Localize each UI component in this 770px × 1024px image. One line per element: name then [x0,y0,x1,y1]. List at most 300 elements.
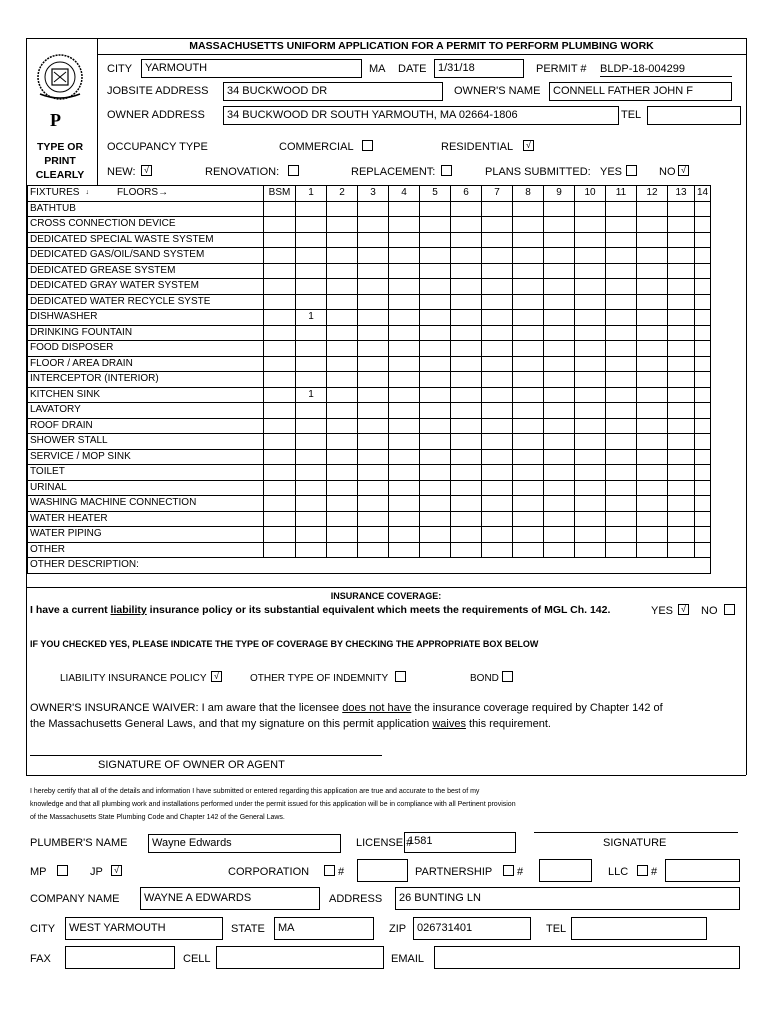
fixture-count-cell[interactable] [389,372,420,388]
fixture-count-cell[interactable] [637,496,668,512]
fixture-count-cell[interactable] [264,542,296,558]
fixture-count-cell[interactable] [358,310,389,326]
fixture-count-cell[interactable]: 1 [296,387,327,403]
fixture-count-cell[interactable] [544,542,575,558]
fixture-count-cell[interactable] [637,310,668,326]
fixture-count-cell[interactable] [637,217,668,233]
fixture-count-cell[interactable] [358,527,389,543]
fixture-count-cell[interactable] [668,480,695,496]
fixture-count-cell[interactable] [513,465,544,481]
fixture-count-cell[interactable] [264,465,296,481]
company-zip-field[interactable]: 026731401 [413,917,531,940]
fixture-count-cell[interactable] [544,527,575,543]
fixture-count-cell[interactable] [389,542,420,558]
fixture-count-cell[interactable] [606,511,637,527]
fixture-count-cell[interactable] [389,279,420,295]
fixture-count-cell[interactable] [451,542,482,558]
fixture-count-cell[interactable] [606,434,637,450]
fixture-count-cell[interactable] [389,310,420,326]
fixture-count-cell[interactable] [358,294,389,310]
fixture-count-cell[interactable] [668,310,695,326]
fixture-count-cell[interactable] [327,372,358,388]
fixture-count-cell[interactable] [451,480,482,496]
fixture-count-cell[interactable] [575,403,606,419]
fixture-count-cell[interactable] [389,527,420,543]
fixture-count-cell[interactable] [637,418,668,434]
fixture-count-cell[interactable] [420,449,451,465]
fixture-count-cell[interactable] [420,232,451,248]
plans-no-checkbox[interactable]: √ [678,165,689,176]
plans-yes-checkbox[interactable] [626,165,637,176]
fixture-count-cell[interactable] [544,263,575,279]
fixture-count-cell[interactable] [296,434,327,450]
fixture-count-cell[interactable] [451,310,482,326]
fixture-count-cell[interactable] [358,434,389,450]
fixture-count-cell[interactable] [420,527,451,543]
fixture-count-cell[interactable] [264,387,296,403]
fixture-count-cell[interactable] [695,325,711,341]
owner-signature-line[interactable] [30,755,382,756]
fixture-count-cell[interactable] [296,527,327,543]
fixture-count-cell[interactable] [358,418,389,434]
fixture-count-cell[interactable] [575,418,606,434]
fixture-count-cell[interactable] [296,356,327,372]
fixture-count-cell[interactable] [544,403,575,419]
fixture-count-cell[interactable] [606,403,637,419]
fixture-count-cell[interactable] [575,480,606,496]
fixture-count-cell[interactable] [668,387,695,403]
fixture-count-cell[interactable] [513,403,544,419]
fixture-count-cell[interactable] [420,279,451,295]
fixture-count-cell[interactable] [420,310,451,326]
fixture-count-cell[interactable] [544,511,575,527]
fixture-count-cell[interactable] [513,542,544,558]
fixture-count-cell[interactable] [358,511,389,527]
fixture-count-cell[interactable] [482,496,513,512]
fixture-count-cell[interactable] [420,217,451,233]
fixture-count-cell[interactable] [544,465,575,481]
fixture-count-cell[interactable] [606,387,637,403]
fixture-count-cell[interactable] [606,279,637,295]
fixture-count-cell[interactable] [264,279,296,295]
fixture-count-cell[interactable] [695,527,711,543]
fixture-count-cell[interactable] [513,310,544,326]
fixture-count-cell[interactable] [296,511,327,527]
fixture-count-cell[interactable] [296,279,327,295]
fixture-count-cell[interactable]: 1 [296,310,327,326]
fixture-count-cell[interactable] [695,201,711,217]
fixture-count-cell[interactable] [606,263,637,279]
fixture-count-cell[interactable] [327,527,358,543]
fixture-count-cell[interactable] [420,341,451,357]
fixture-count-cell[interactable] [296,449,327,465]
fixture-count-cell[interactable] [513,418,544,434]
fixture-count-cell[interactable] [513,341,544,357]
fixture-count-cell[interactable] [358,496,389,512]
fixture-count-cell[interactable] [482,201,513,217]
fixture-count-cell[interactable] [695,294,711,310]
fixture-count-cell[interactable] [482,310,513,326]
fixture-count-cell[interactable] [482,387,513,403]
replacement-checkbox[interactable] [441,165,452,176]
fixture-count-cell[interactable] [513,263,544,279]
fixture-count-cell[interactable] [575,310,606,326]
fixture-count-cell[interactable] [637,232,668,248]
fixture-count-cell[interactable] [389,201,420,217]
fixture-count-cell[interactable] [575,201,606,217]
fixture-count-cell[interactable] [358,387,389,403]
fixture-count-cell[interactable] [482,418,513,434]
fixture-count-cell[interactable] [513,217,544,233]
fixture-count-cell[interactable] [575,263,606,279]
fixture-count-cell[interactable] [668,465,695,481]
fixture-count-cell[interactable] [264,449,296,465]
fixture-count-cell[interactable] [389,496,420,512]
fixture-count-cell[interactable] [606,217,637,233]
fixture-count-cell[interactable] [575,434,606,450]
fixture-count-cell[interactable] [327,232,358,248]
fixture-count-cell[interactable] [327,387,358,403]
company-city-field[interactable]: WEST YARMOUTH [65,917,223,940]
fixture-count-cell[interactable] [513,496,544,512]
fixture-count-cell[interactable] [637,341,668,357]
fixture-count-cell[interactable] [327,201,358,217]
fixture-count-cell[interactable] [358,263,389,279]
fixture-count-cell[interactable] [264,434,296,450]
fixture-count-cell[interactable] [296,496,327,512]
fixture-count-cell[interactable] [606,356,637,372]
fixture-count-cell[interactable] [264,325,296,341]
city-field[interactable]: YARMOUTH [141,59,362,78]
fixture-count-cell[interactable] [513,279,544,295]
fixture-count-cell[interactable] [451,232,482,248]
fixture-count-cell[interactable] [513,387,544,403]
fixture-count-cell[interactable] [513,527,544,543]
jobsite-field[interactable]: 34 BUCKWOOD DR [223,82,443,101]
fixture-count-cell[interactable] [513,201,544,217]
fixture-count-cell[interactable] [482,511,513,527]
fixture-count-cell[interactable] [358,325,389,341]
fixture-count-cell[interactable] [264,527,296,543]
fixture-count-cell[interactable] [482,325,513,341]
fixture-count-cell[interactable] [606,325,637,341]
fixture-count-cell[interactable] [451,217,482,233]
fixture-count-cell[interactable] [264,403,296,419]
fixture-count-cell[interactable] [482,372,513,388]
fixture-count-cell[interactable] [544,279,575,295]
fixture-count-cell[interactable] [482,403,513,419]
fixture-count-cell[interactable] [451,527,482,543]
fixture-count-cell[interactable] [606,542,637,558]
fixture-count-cell[interactable] [513,232,544,248]
fixture-count-cell[interactable] [482,263,513,279]
fixture-count-cell[interactable] [637,434,668,450]
fixture-count-cell[interactable] [544,248,575,264]
fixture-count-cell[interactable] [264,310,296,326]
fixture-count-cell[interactable] [264,248,296,264]
fixture-count-cell[interactable] [451,294,482,310]
fixture-count-cell[interactable] [668,372,695,388]
fixture-count-cell[interactable] [389,356,420,372]
fixture-count-cell[interactable] [420,496,451,512]
fixture-count-cell[interactable] [637,279,668,295]
fixture-count-cell[interactable] [637,480,668,496]
fixture-count-cell[interactable] [389,465,420,481]
fixture-count-cell[interactable] [544,201,575,217]
fixture-count-cell[interactable] [389,480,420,496]
fixture-count-cell[interactable] [668,449,695,465]
fixture-count-cell[interactable] [575,465,606,481]
fixture-count-cell[interactable] [389,248,420,264]
fixture-count-cell[interactable] [606,418,637,434]
fixture-count-cell[interactable] [606,480,637,496]
fixture-count-cell[interactable] [482,465,513,481]
fixture-count-cell[interactable] [327,217,358,233]
fixture-count-cell[interactable] [389,418,420,434]
fixture-count-cell[interactable] [296,542,327,558]
fixture-count-cell[interactable] [606,294,637,310]
fixture-count-cell[interactable] [668,403,695,419]
fax-field[interactable] [65,946,175,969]
fixture-count-cell[interactable] [451,325,482,341]
fixture-count-cell[interactable] [327,356,358,372]
fixture-count-cell[interactable] [327,465,358,481]
fixture-count-cell[interactable] [575,217,606,233]
fixture-count-cell[interactable] [544,356,575,372]
liability-policy-checkbox[interactable]: √ [211,671,222,682]
fixture-count-cell[interactable] [695,387,711,403]
fixture-count-cell[interactable] [327,511,358,527]
fixture-count-cell[interactable] [296,232,327,248]
fixture-count-cell[interactable] [296,480,327,496]
fixture-count-cell[interactable] [327,480,358,496]
fixture-count-cell[interactable] [389,341,420,357]
fixture-count-cell[interactable] [606,527,637,543]
fixture-count-cell[interactable] [264,263,296,279]
fixture-count-cell[interactable] [575,356,606,372]
fixture-count-cell[interactable] [668,325,695,341]
fixture-count-cell[interactable] [695,449,711,465]
fixture-count-cell[interactable] [575,325,606,341]
email-field[interactable] [434,946,740,969]
fixture-count-cell[interactable] [451,496,482,512]
fixture-count-cell[interactable] [420,403,451,419]
fixture-count-cell[interactable] [358,217,389,233]
fixture-count-cell[interactable] [695,418,711,434]
company-tel-field[interactable] [571,917,707,940]
fixture-count-cell[interactable] [695,465,711,481]
fixture-count-cell[interactable] [482,279,513,295]
fixture-count-cell[interactable] [544,418,575,434]
fixture-count-cell[interactable] [513,480,544,496]
fixture-count-cell[interactable] [327,325,358,341]
fixture-count-cell[interactable] [420,356,451,372]
insurance-yes-checkbox[interactable]: √ [678,604,689,615]
other-indemnity-checkbox[interactable] [395,671,406,682]
fixture-count-cell[interactable] [264,511,296,527]
fixture-count-cell[interactable] [513,248,544,264]
fixture-count-cell[interactable] [389,294,420,310]
fixture-count-cell[interactable] [606,496,637,512]
fixture-count-cell[interactable] [327,294,358,310]
fixture-count-cell[interactable] [482,294,513,310]
plumber-signature-line[interactable] [534,832,738,833]
fixture-count-cell[interactable] [606,465,637,481]
fixture-count-cell[interactable] [451,248,482,264]
fixture-count-cell[interactable] [296,341,327,357]
fixture-count-cell[interactable] [420,248,451,264]
fixture-count-cell[interactable] [637,248,668,264]
fixture-count-cell[interactable] [695,263,711,279]
fixture-count-cell[interactable] [420,418,451,434]
new-checkbox[interactable]: √ [141,165,152,176]
fixture-count-cell[interactable] [327,279,358,295]
owner-tel-field[interactable] [647,106,741,125]
fixture-count-cell[interactable] [451,279,482,295]
fixture-count-cell[interactable] [264,496,296,512]
fixture-count-cell[interactable] [358,403,389,419]
fixture-count-cell[interactable] [695,310,711,326]
fixture-count-cell[interactable] [420,263,451,279]
fixture-count-cell[interactable] [575,372,606,388]
fixture-count-cell[interactable] [544,294,575,310]
fixture-count-cell[interactable] [296,294,327,310]
fixture-count-cell[interactable] [606,372,637,388]
fixture-count-cell[interactable] [575,542,606,558]
fixture-count-cell[interactable] [358,341,389,357]
fixture-count-cell[interactable] [358,279,389,295]
renovation-checkbox[interactable] [288,165,299,176]
fixture-count-cell[interactable] [327,403,358,419]
fixture-count-cell[interactable] [637,356,668,372]
fixture-count-cell[interactable] [358,232,389,248]
fixture-count-cell[interactable] [513,294,544,310]
fixture-count-cell[interactable] [575,294,606,310]
company-address-field[interactable]: 26 BUNTING LN [395,887,740,910]
commercial-checkbox[interactable] [362,140,373,151]
fixture-count-cell[interactable] [296,372,327,388]
fixture-count-cell[interactable] [637,527,668,543]
permit-number[interactable]: BLDP-18-004299 [600,63,732,77]
fixture-count-cell[interactable] [420,294,451,310]
fixture-count-cell[interactable] [420,325,451,341]
fixture-count-cell[interactable] [389,434,420,450]
llc-checkbox[interactable] [637,865,648,876]
fixture-count-cell[interactable] [637,387,668,403]
fixture-count-cell[interactable] [420,542,451,558]
residential-checkbox[interactable]: √ [523,140,534,151]
fixture-count-cell[interactable] [389,403,420,419]
fixture-count-cell[interactable] [544,325,575,341]
fixture-count-cell[interactable] [544,310,575,326]
fixture-count-cell[interactable] [451,201,482,217]
fixture-count-cell[interactable] [327,248,358,264]
fixture-count-cell[interactable] [668,248,695,264]
fixture-count-cell[interactable] [451,341,482,357]
fixture-count-cell[interactable] [482,542,513,558]
fixture-count-cell[interactable] [606,248,637,264]
corporation-number-field[interactable] [357,859,408,882]
fixture-count-cell[interactable] [668,418,695,434]
company-state-field[interactable]: MA [274,917,374,940]
fixture-count-cell[interactable] [606,232,637,248]
fixture-count-cell[interactable] [606,341,637,357]
fixture-count-cell[interactable] [389,232,420,248]
fixture-count-cell[interactable] [420,201,451,217]
fixture-count-cell[interactable] [668,496,695,512]
fixture-count-cell[interactable] [420,465,451,481]
fixture-count-cell[interactable] [695,403,711,419]
fixture-count-cell[interactable] [451,356,482,372]
fixture-count-cell[interactable] [668,527,695,543]
fixture-count-cell[interactable] [451,372,482,388]
fixture-count-cell[interactable] [695,434,711,450]
fixture-count-cell[interactable] [420,387,451,403]
fixture-count-cell[interactable] [451,434,482,450]
fixture-count-cell[interactable] [668,434,695,450]
fixture-count-cell[interactable] [358,542,389,558]
fixture-count-cell[interactable] [420,372,451,388]
fixture-count-cell[interactable] [389,325,420,341]
fixture-count-cell[interactable] [451,511,482,527]
fixture-count-cell[interactable] [637,294,668,310]
fixture-count-cell[interactable] [358,465,389,481]
fixture-count-cell[interactable] [695,496,711,512]
insurance-no-checkbox[interactable] [724,604,735,615]
fixture-count-cell[interactable] [389,449,420,465]
company-name-field[interactable]: WAYNE A EDWARDS [140,887,320,910]
fixture-count-cell[interactable] [544,217,575,233]
fixture-count-cell[interactable] [264,341,296,357]
fixture-count-cell[interactable] [482,217,513,233]
fixture-count-cell[interactable] [296,248,327,264]
fixture-count-cell[interactable] [482,232,513,248]
fixture-count-cell[interactable] [296,465,327,481]
fixture-count-cell[interactable] [513,372,544,388]
fixture-count-cell[interactable] [358,480,389,496]
fixture-count-cell[interactable] [358,201,389,217]
fixture-count-cell[interactable] [606,310,637,326]
jp-checkbox[interactable]: √ [111,865,122,876]
fixture-count-cell[interactable] [420,434,451,450]
fixture-count-cell[interactable] [264,217,296,233]
fixture-count-cell[interactable] [451,418,482,434]
license-field[interactable]: 1581 [404,832,516,853]
fixture-count-cell[interactable] [327,310,358,326]
fixture-count-cell[interactable] [482,480,513,496]
fixture-count-cell[interactable] [327,263,358,279]
fixture-count-cell[interactable] [264,294,296,310]
fixture-count-cell[interactable] [668,217,695,233]
fixture-count-cell[interactable] [575,387,606,403]
fixture-count-cell[interactable] [513,434,544,450]
partnership-number-field[interactable] [539,859,592,882]
fixture-count-cell[interactable] [264,372,296,388]
fixture-count-cell[interactable] [544,387,575,403]
fixture-count-cell[interactable] [482,449,513,465]
fixture-count-cell[interactable] [637,263,668,279]
fixture-count-cell[interactable] [668,511,695,527]
fixture-count-cell[interactable] [544,341,575,357]
llc-number-field[interactable] [665,859,740,882]
corporation-checkbox[interactable] [324,865,335,876]
fixture-count-cell[interactable] [482,434,513,450]
fixture-count-cell[interactable] [575,511,606,527]
fixture-count-cell[interactable] [327,418,358,434]
fixture-count-cell[interactable] [264,480,296,496]
other-description-field[interactable]: OTHER DESCRIPTION: [28,558,711,574]
fixture-count-cell[interactable] [264,232,296,248]
